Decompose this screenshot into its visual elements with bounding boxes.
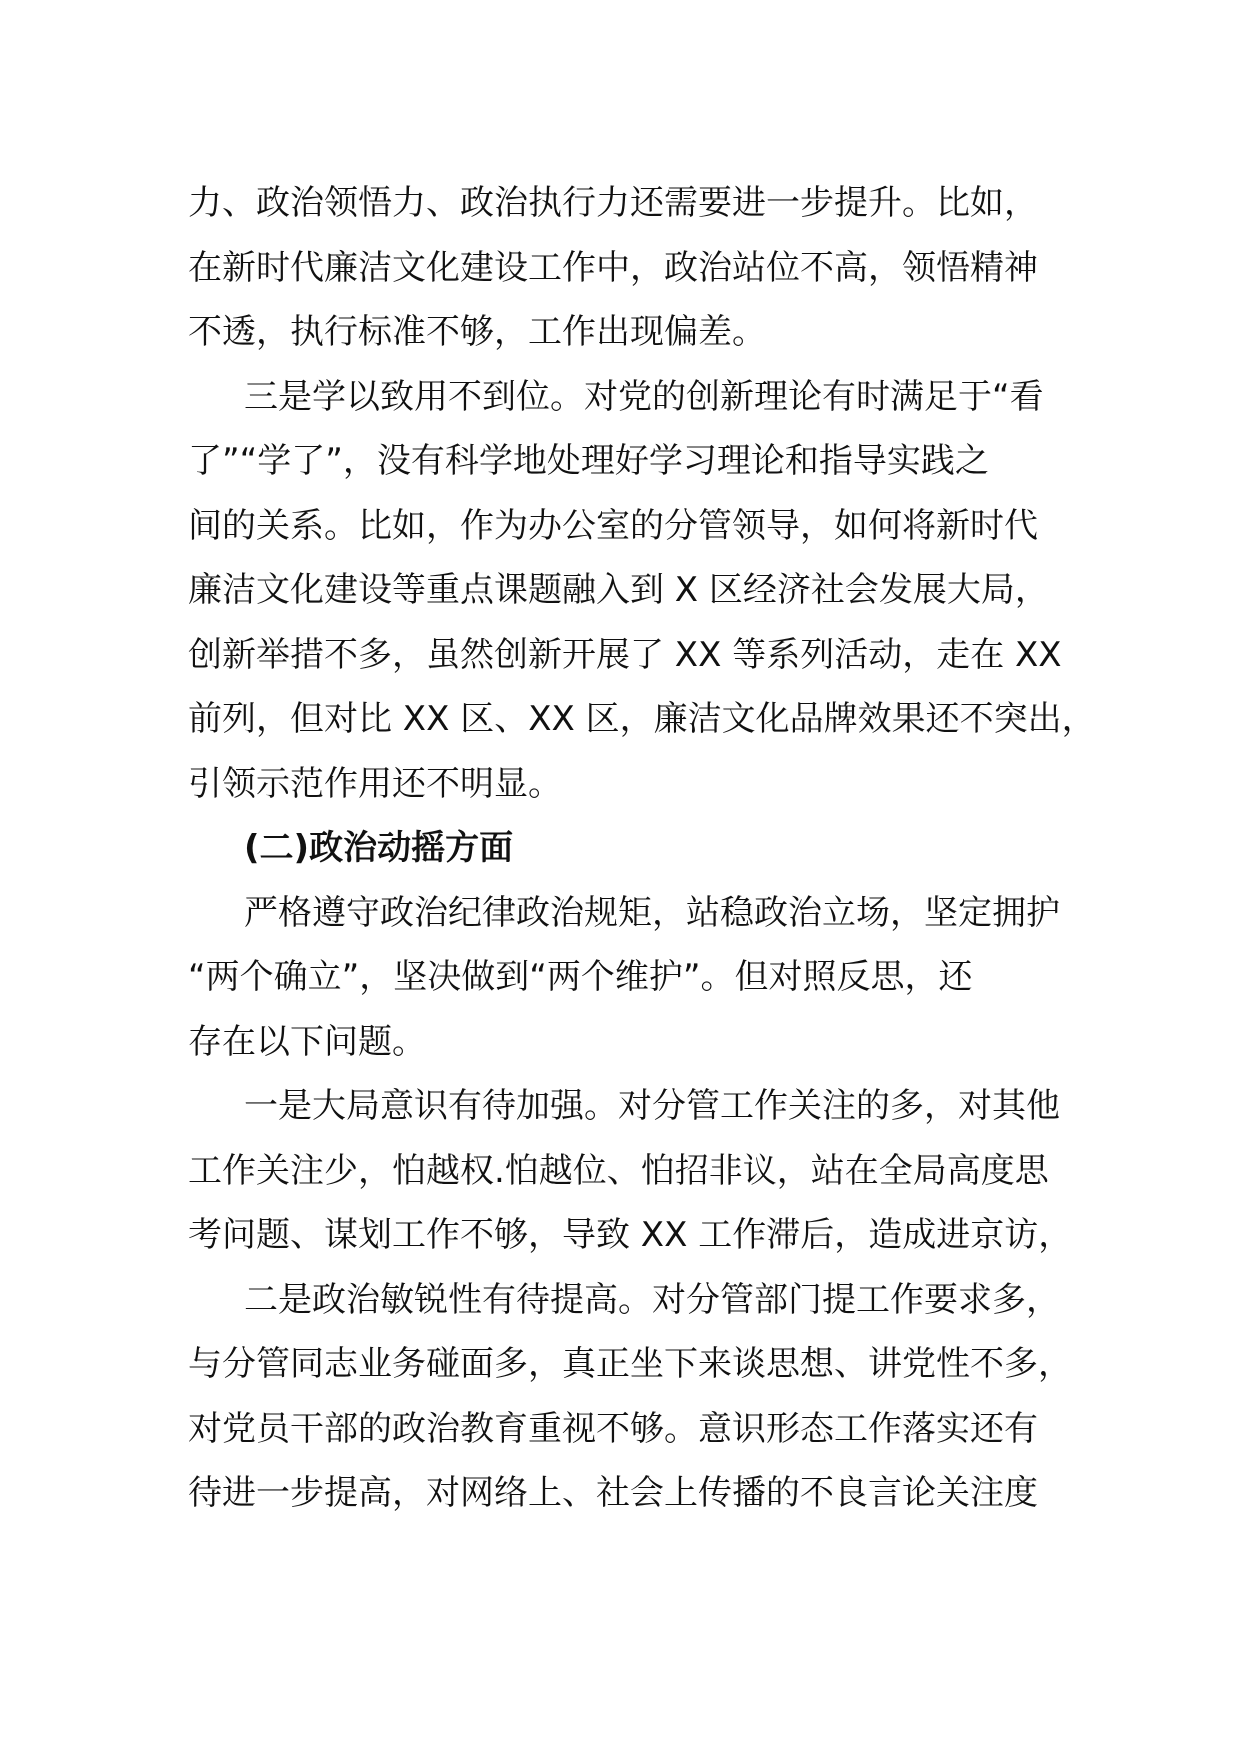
text-line: 不透，执行标准不够，工作出现偏差。 <box>188 312 766 352</box>
text-line: 廉洁文化建设等重点课题融入到 X 区经济社会发展大局， <box>188 570 1049 610</box>
text-line: 引领示范作用还不明显。 <box>188 763 562 804</box>
text-line: 前列，但对比 XX 区、XX 区，廉洁文化品牌效果还不突出， <box>188 699 1096 739</box>
paragraph-first-line: 三是学以致用不到位。对党的创新理论有时满足于“看 <box>244 376 1044 417</box>
text-line: 工作关注少，怕越权.怕越位、怕招非议，站在全局高度思 <box>188 1150 1049 1191</box>
paragraph-first-line: 严格遵守政治纪律政治规矩，站稳政治立场，坚定拥护 <box>244 892 1060 933</box>
text-line: 对党员干部的政治教育重视不够。意识形态工作落实还有 <box>188 1408 1038 1449</box>
text-line: “两个确立”，坚决做到“两个维护”。但对照反思，还 <box>188 957 973 997</box>
text-line: 考问题、谋划工作不够，导致 XX 工作滞后，造成进京访， <box>188 1215 1073 1255</box>
text-line: 力、政治领悟力、政治执行力还需要进一步提升。比如， <box>188 183 1038 223</box>
text-line: 存在以下问题。 <box>188 1021 426 1062</box>
text-line: 创新举措不多，虽然创新开展了 XX 等系列活动，走在 XX <box>188 634 1062 675</box>
section-heading: (二)政治动摇方面 <box>244 828 514 868</box>
text-line: 待进一步提高，对网络上、社会上传播的不良言论关注度 <box>188 1473 1038 1513</box>
document-body <box>188 171 1096 1526</box>
text-line: 与分管同志业务碰面多，真正坐下来谈思想、讲党性不多， <box>188 1344 1072 1384</box>
text-line: 在新时代廉洁文化建设工作中，政治站位不高，领悟精神 <box>188 247 1038 288</box>
text-line: 了”“学了”，没有科学地处理好学习理论和指导实践之 <box>188 441 989 481</box>
paragraph-first-line: 一是大局意识有待加强。对分管工作关注的多，对其他 <box>244 1086 1060 1126</box>
paragraph-first-line: 二是政治敏锐性有待提高。对分管部门提工作要求多， <box>244 1279 1060 1320</box>
text-line: 间的关系。比如，作为办公室的分管领导，如何将新时代 <box>188 505 1038 546</box>
